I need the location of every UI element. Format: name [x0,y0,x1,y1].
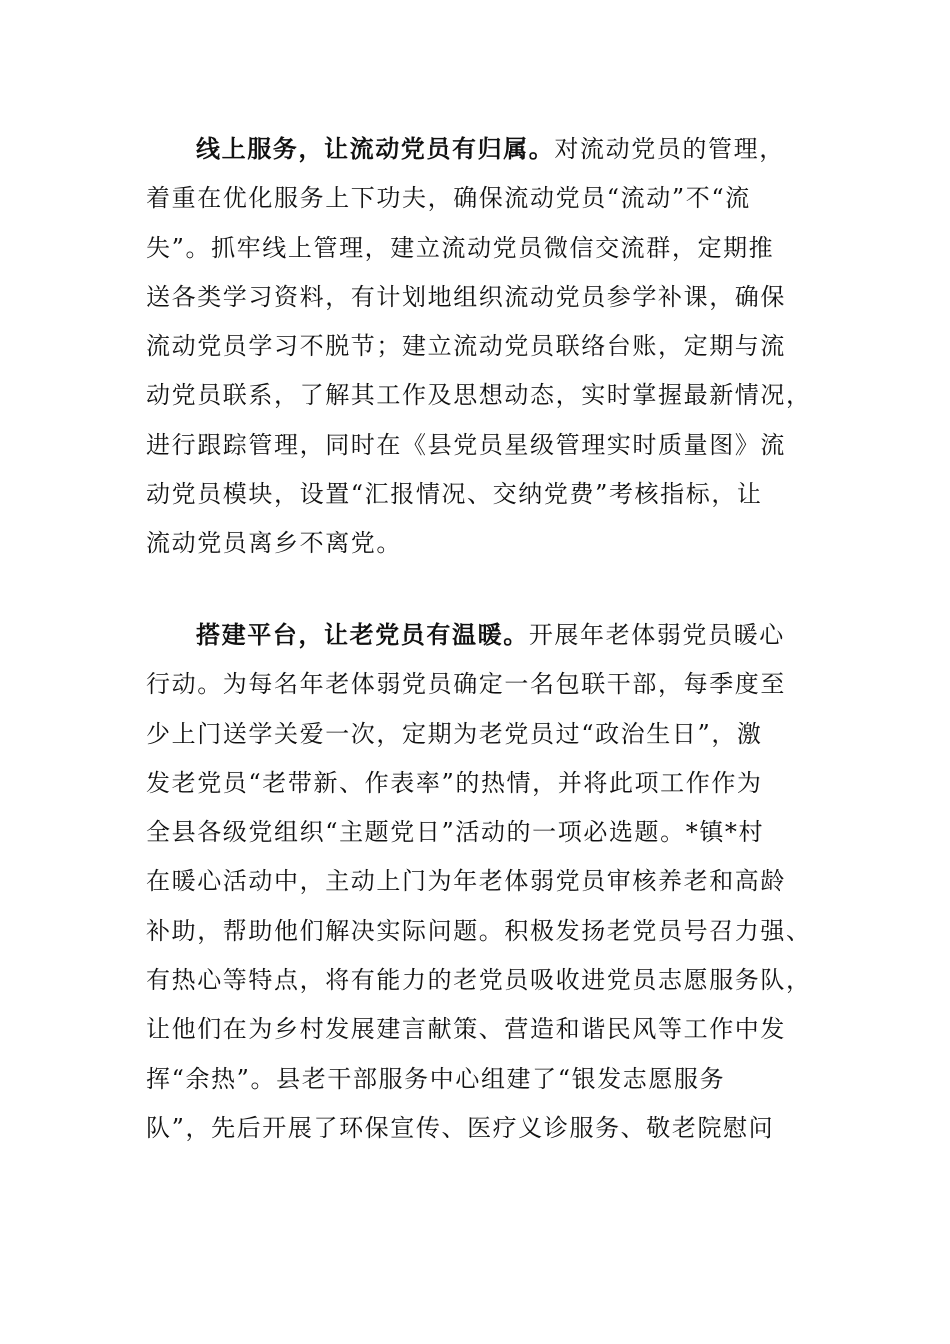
paragraph-line: 发老党员“老带新、作表率”的热情，并将此项工作作为 [146,768,763,797]
paragraph-elderly-party-members [146,611,812,1153]
paragraph-line: 动党员联系，了解其工作及思想动态，实时掌握最新情况， [146,381,812,410]
paragraph-line: 队”，先后开展了环保宣传、医疗义诊服务、敬老院慰问 [146,1113,775,1142]
paragraph-line: 让他们在为乡村发展建言献策、营造和谐民风等工作中发 [146,1015,786,1044]
paragraph-line: 动党员模块，设置“汇报情况、交纳党费”考核指标，让 [146,480,763,509]
paragraph-first-line [146,125,806,174]
paragraph-line: 行动。为每名年老体弱党员确定一名包联干部，每季度至 [146,670,786,699]
paragraph-line: 送各类学习资料，有计划地组织流动党员参学补课，确保 [146,282,786,311]
paragraph-text: 开展年老体弱党员暖心 [528,621,785,649]
paragraph-line: 流动党员学习不脱节；建立流动党员联络台账，定期与流 [146,332,786,361]
paragraph-first-line [146,611,806,660]
paragraph-line: 补助，帮助他们解决实际问题。积极发扬老党员号召力强、 [146,916,812,945]
paragraph-line: 着重在优化服务上下功夫，确保流动党员“流动”不“流 [146,184,751,213]
paragraph-line: 流动党员离乡不离党。 [146,529,402,558]
paragraph-text: 对流动党员的管理， [554,135,785,163]
paragraph-heading: 搭建平台，让老党员有温暖。 [196,621,529,649]
paragraph-line: 全县各级党组织“主题党日”活动的一项必选题。*镇*村 [146,818,765,847]
paragraph-line: 有热心等特点，将有能力的老党员吸收进党员志愿服务队， [146,966,812,995]
paragraph-line: 挥“余热”。县老干部服务中心组建了“银发志愿服务 [146,1064,726,1093]
paragraph-line: 少上门送学关爱一次，定期为老党员过“政治生日”，激 [146,719,763,748]
paragraph-heading: 线上服务，让流动党员有归属。 [196,135,555,163]
paragraph-line: 进行跟踪管理，同时在《县党员星级管理实时质量图》流 [146,430,786,459]
paragraph-mobile-party-members [146,125,812,569]
paragraph-line: 失”。抓牢线上管理，建立流动党员微信交流群，定期推 [146,233,775,262]
paragraph-line: 在暖心活动中，主动上门为年老体弱党员审核养老和高龄 [146,867,786,896]
